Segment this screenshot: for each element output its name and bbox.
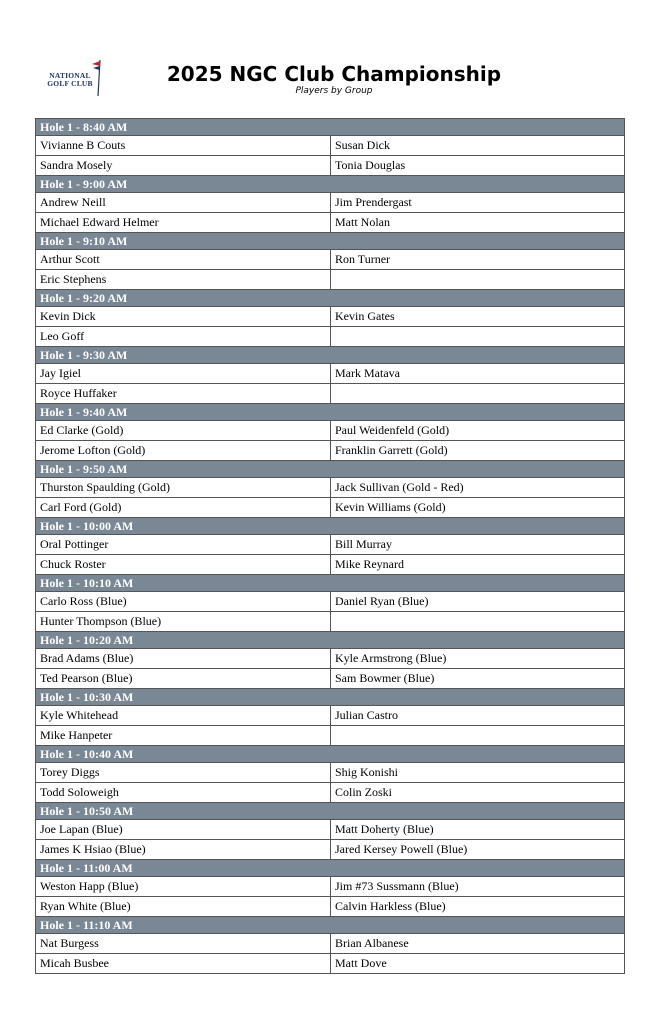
player-cell: Mike Hanpeter [36, 726, 331, 746]
group-header-row [36, 689, 625, 706]
group-header-row [36, 803, 625, 820]
group-tee-time: Hole 1 - 9:50 AM [36, 461, 625, 478]
player-cell: Thurston Spaulding (Gold) [36, 478, 331, 498]
table-row [36, 307, 625, 327]
group-header-row [36, 233, 625, 250]
group-header-row [36, 746, 625, 763]
player-cell: Todd Soloweigh [36, 783, 331, 803]
player-cell: Daniel Ryan (Blue) [331, 592, 625, 612]
group-tee-time: Hole 1 - 8:40 AM [36, 119, 625, 136]
player-cell: Matt Nolan [331, 213, 625, 233]
player-cell: Julian Castro [331, 706, 625, 726]
table-row [36, 934, 625, 954]
group-header-row [36, 290, 625, 307]
group-tee-time: Hole 1 - 10:20 AM [36, 632, 625, 649]
table-row [36, 364, 625, 384]
table-row [36, 820, 625, 840]
player-cell [331, 270, 625, 290]
player-cell [331, 327, 625, 347]
table-row [36, 649, 625, 669]
player-cell: Vivianne B Couts [36, 136, 331, 156]
player-cell: Leo Goff [36, 327, 331, 347]
table-row [36, 877, 625, 897]
player-cell: Ron Turner [331, 250, 625, 270]
player-cell: Carlo Ross (Blue) [36, 592, 331, 612]
table-row [36, 783, 625, 803]
group-header-row [36, 575, 625, 592]
player-cell: Carl Ford (Gold) [36, 498, 331, 518]
group-tee-time: Hole 1 - 9:10 AM [36, 233, 625, 250]
player-cell [331, 384, 625, 404]
table-row [36, 250, 625, 270]
player-cell: Royce Huffaker [36, 384, 331, 404]
player-cell: Micah Busbee [36, 954, 331, 974]
table-row [36, 763, 625, 783]
player-cell: James K Hsiao (Blue) [36, 840, 331, 860]
pairings-table [35, 118, 625, 974]
player-cell: Jim #73 Sussmann (Blue) [331, 877, 625, 897]
player-cell: Kyle Armstrong (Blue) [331, 649, 625, 669]
player-cell: Tonia Douglas [331, 156, 625, 176]
player-cell: Andrew Neill [36, 193, 331, 213]
player-cell: Ryan White (Blue) [36, 897, 331, 917]
table-row [36, 156, 625, 176]
player-cell: Torey Diggs [36, 763, 331, 783]
group-header-row [36, 119, 625, 136]
table-row [36, 421, 625, 441]
table-row [36, 726, 625, 746]
group-header-row [36, 632, 625, 649]
table-row [36, 478, 625, 498]
group-tee-time: Hole 1 - 11:10 AM [36, 917, 625, 934]
player-cell: Colin Zoski [331, 783, 625, 803]
player-cell: Kyle Whitehead [36, 706, 331, 726]
player-cell: Matt Doherty (Blue) [331, 820, 625, 840]
player-cell: Kevin Dick [36, 307, 331, 327]
logo-line-2: GOLF CLUB [47, 79, 93, 88]
player-cell: Shig Konishi [331, 763, 625, 783]
player-cell: Bill Murray [331, 535, 625, 555]
player-cell: Chuck Roster [36, 555, 331, 575]
player-cell: Arthur Scott [36, 250, 331, 270]
group-tee-time: Hole 1 - 10:40 AM [36, 746, 625, 763]
player-cell: Oral Pottinger [36, 535, 331, 555]
table-row [36, 213, 625, 233]
player-cell: Calvin Harkless (Blue) [331, 897, 625, 917]
player-cell: Michael Edward Helmer [36, 213, 331, 233]
table-row [36, 612, 625, 632]
player-cell: Ted Pearson (Blue) [36, 669, 331, 689]
table-row [36, 441, 625, 461]
group-header-row [36, 917, 625, 934]
logo-line-1: NATIONAL [49, 71, 91, 80]
table-row [36, 535, 625, 555]
player-cell: Jared Kersey Powell (Blue) [331, 840, 625, 860]
group-tee-time: Hole 1 - 9:40 AM [36, 404, 625, 421]
player-cell: Jim Prendergast [331, 193, 625, 213]
player-cell: Mike Reynard [331, 555, 625, 575]
group-header-row [36, 461, 625, 478]
player-cell: Jerome Lofton (Gold) [36, 441, 331, 461]
group-tee-time: Hole 1 - 10:10 AM [36, 575, 625, 592]
player-cell: Jack Sullivan (Gold - Red) [331, 478, 625, 498]
table-row [36, 270, 625, 290]
table-row [36, 954, 625, 974]
player-cell: Paul Weidenfeld (Gold) [331, 421, 625, 441]
group-header-row [36, 347, 625, 364]
player-cell: Matt Dove [331, 954, 625, 974]
player-cell: Joe Lapan (Blue) [36, 820, 331, 840]
group-tee-time: Hole 1 - 10:00 AM [36, 518, 625, 535]
player-cell: Ed Clarke (Gold) [36, 421, 331, 441]
player-cell: Sandra Mosely [36, 156, 331, 176]
player-cell: Sam Bowmer (Blue) [331, 669, 625, 689]
group-tee-time: Hole 1 - 9:00 AM [36, 176, 625, 193]
group-tee-time: Hole 1 - 11:00 AM [36, 860, 625, 877]
group-tee-time: Hole 1 - 9:20 AM [36, 290, 625, 307]
player-cell: Jay Igiel [36, 364, 331, 384]
group-header-row [36, 404, 625, 421]
table-row [36, 498, 625, 518]
page-title: 2025 NGC Club Championship [166, 62, 502, 86]
player-cell: Nat Burgess [36, 934, 331, 954]
player-cell: Eric Stephens [36, 270, 331, 290]
group-tee-time: Hole 1 - 9:30 AM [36, 347, 625, 364]
table-row [36, 592, 625, 612]
player-cell: Franklin Garrett (Gold) [331, 441, 625, 461]
player-cell [331, 726, 625, 746]
player-cell [331, 612, 625, 632]
table-row [36, 384, 625, 404]
group-tee-time: Hole 1 - 10:30 AM [36, 689, 625, 706]
page-subtitle: Players by Group [295, 86, 373, 96]
group-header-row [36, 860, 625, 877]
group-tee-time: Hole 1 - 10:50 AM [36, 803, 625, 820]
player-cell: Susan Dick [331, 136, 625, 156]
table-row [36, 555, 625, 575]
player-cell: Kevin Gates [331, 307, 625, 327]
group-header-row [36, 518, 625, 535]
table-row [36, 840, 625, 860]
player-cell: Brian Albanese [331, 934, 625, 954]
table-row [36, 897, 625, 917]
table-row [36, 193, 625, 213]
table-row [36, 136, 625, 156]
player-cell: Hunter Thompson (Blue) [36, 612, 331, 632]
player-cell: Kevin Williams (Gold) [331, 498, 625, 518]
table-row [36, 669, 625, 689]
player-cell: Mark Matava [331, 364, 625, 384]
table-row [36, 706, 625, 726]
player-cell: Weston Happ (Blue) [36, 877, 331, 897]
player-cell: Brad Adams (Blue) [36, 649, 331, 669]
table-row [36, 327, 625, 347]
group-header-row [36, 176, 625, 193]
